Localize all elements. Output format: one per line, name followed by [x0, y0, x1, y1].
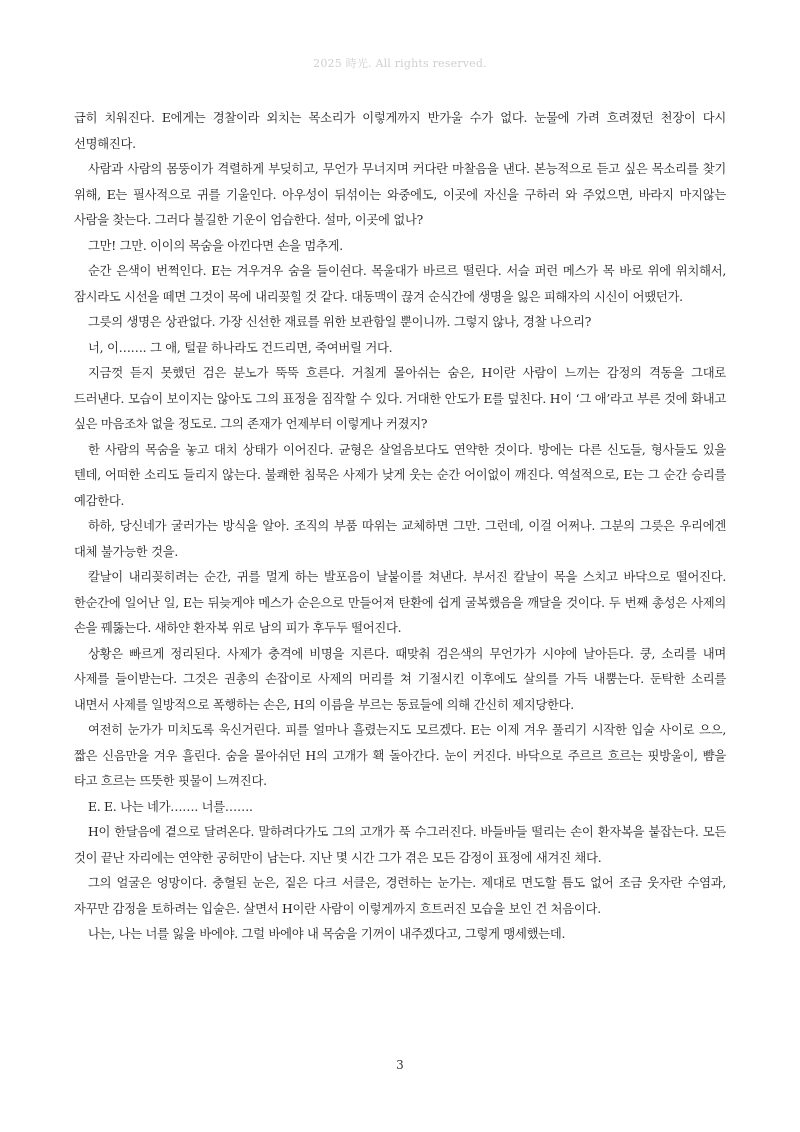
paragraph: 그의 얼굴은 엉망이다. 충혈된 눈은, 짙은 다크 서클은, 경련하는 눈가는. 제대로 면도할 틈도 없어 조금 웃자란 수염과, 자꾸만 감정을 토하려는 입술은. 살면서 H이란 사람이 이렇게까지 흐트러진 모습을 보인 건 처음이다.	[74, 876, 726, 916]
paragraph: 사람과 사람의 몸뚱이가 격렬하게 부딪히고, 무언가 무너지며 커다란 마찰음을 낸다. 본능적으로 듣고 싶은 목소리를 찾기 위해, E는 필사적으로 귀를 기울인다. 아우성이 뒤섞이는 와중에도, 이곳에 자신을 구하러 와 주었으면, 바라지 마지않는 사람을 찾는다. 그러다 불길한 기운이 엄습한다. 설마, 이곳에 없나?	[74, 162, 726, 227]
dialogue-paragraph: 나는, 나는 너를 잃을 바에야. 그럴 바에야 내 목숨을 기꺼이 내주겠다고, 그렇게 맹세했는데.	[88, 927, 566, 941]
paragraph: 급히 치워진다. E에게는 경찰이라 외치는 목소리가 이렇게까지 반가울 수가 없다. 눈물에 가려 흐려졌던 천장이 다시 선명해진다.	[74, 111, 726, 151]
paragraph: 한 사람의 목숨을 놓고 대치 상태가 이어진다. 균형은 살얼음보다도 연약한 것이다. 방에는 다른 신도들, 형사들도 있을 텐데, 어떠한 소리도 들리지 않는다. 불쾌한 침묵은 사제가 낮게 웃는 순간 어이없이 깨진다. 역설적으로, E는 그 순간 승리를 예감한다.	[74, 442, 726, 508]
page-number: 3	[396, 1058, 404, 1072]
paragraph: 상황은 빠르게 정리된다. 사제가 충격에 비명을 지른다. 때맞춰 검은색의 무언가가 시야에 날아든다. 쿵, 소리를 내며 사제를 들이받는다. 그것은 권총의 손잡이로 사제의 머리를 쳐 기절시킨 이후에도 살의를 가득 내뿜는다. 둔탁한 소리를 내면서 사제를 일방적으로 폭행하는 손은, H의 이름을 부르는 동료들에 의해 간신히 제지당한다.	[74, 646, 726, 712]
paragraph: 지금껏 듣지 못했던 검은 분노가 뚝뚝 흐른다. 거칠게 몰아쉬는 숨은, H이란 사람이 느끼는 감정의 격동을 그대로 드러낸다. 모습이 보이지는 않아도 그의 표정을 짐작할 수 있다. 거대한 안도가 E를 덮친다. H이 ‘그 애’라고 부른 것에 화내고 싶은 마음조차 없을 정도로. 그의 존재가 언제부터 이렇게나 커졌지?	[74, 366, 726, 431]
dialogue-paragraph: 하하, 당신네가 굴러가는 방식을 알아. 조직의 부품 따위는 교체하면 그만. 그런데, 이걸 어쩌나. 그분의 그릇은 우리에겐 대체 불가능한 것을.	[74, 519, 726, 559]
paragraph: 여전히 눈가가 미치도록 욱신거린다. 피를 얼마나 흘렸는지도 모르겠다. E는 이제 겨우 풀리기 시작한 입술 사이로 으으, 짧은 신음만을 겨우 흘린다. 숨을 몰아쉬던 H의 고개가 홱 돌아간다. 눈이 커진다. 바닥으로 주르르 흐르는 핏방울이, 뺨을 타고 흐르는 뜨뜻한 핏물이 느껴진다.	[74, 723, 726, 788]
dialogue-paragraph: 그만! 그만. 이이의 목숨을 아낀다면 손을 멈추게.	[88, 238, 343, 253]
dialogue-paragraph: 너, 이……. 그 애, 털끝 하나라도 건드리면, 죽여버릴 거다.	[88, 340, 393, 355]
document-body	[74, 106, 726, 948]
paragraph: 순간 은색이 번쩍인다. E는 겨우겨우 숨을 들이쉰다. 목울대가 바르르 떨린다. 서슬 퍼런 메스가 목 바로 위에 위치해서, 잠시라도 시선을 떼면 그것이 목에 내리꽂힐 것 같다. 대동맥이 끊겨 순식간에 생명을 잃은 피해자의 시신이 어땠던가.	[74, 264, 726, 304]
dialogue-paragraph: E. E. 나는 네가……. 너를…….	[88, 799, 253, 814]
paragraph: 칼날이 내리꽂히려는 순간, 귀를 멀게 하는 발포음이 날붙이를 쳐낸다. 부서진 칼날이 목을 스치고 바닥으로 떨어진다. 한순간에 일어난 일, E는 뒤늦게야 메스가 순은으로 만들어져 탄환에 쉽게 굴복했음을 깨달을 것이다. 두 번째 총성은 사제의 손을 꿰뚫는다. 새하얀 환자복 위로 남의 피가 후두두 떨어진다.	[74, 570, 726, 635]
dialogue-paragraph: 그릇의 생명은 상관없다. 가장 신선한 재료를 위한 보관함일 뿐이니까. 그렇지 않나, 경찰 나으리?	[88, 315, 592, 329]
paragraph: H이 한달음에 곁으로 달려온다. 말하려다가도 그의 고개가 푹 수그러진다. 바들바들 떨리는 손이 환자복을 붙잡는다. 모든 것이 끝난 자리에는 연약한 공허만이 남는다. 지난 몇 시간 그가 겪은 모든 감정이 표정에 새겨진 채다.	[74, 825, 726, 865]
copyright-watermark: 2025 時光. All rights reserved.	[313, 57, 487, 70]
